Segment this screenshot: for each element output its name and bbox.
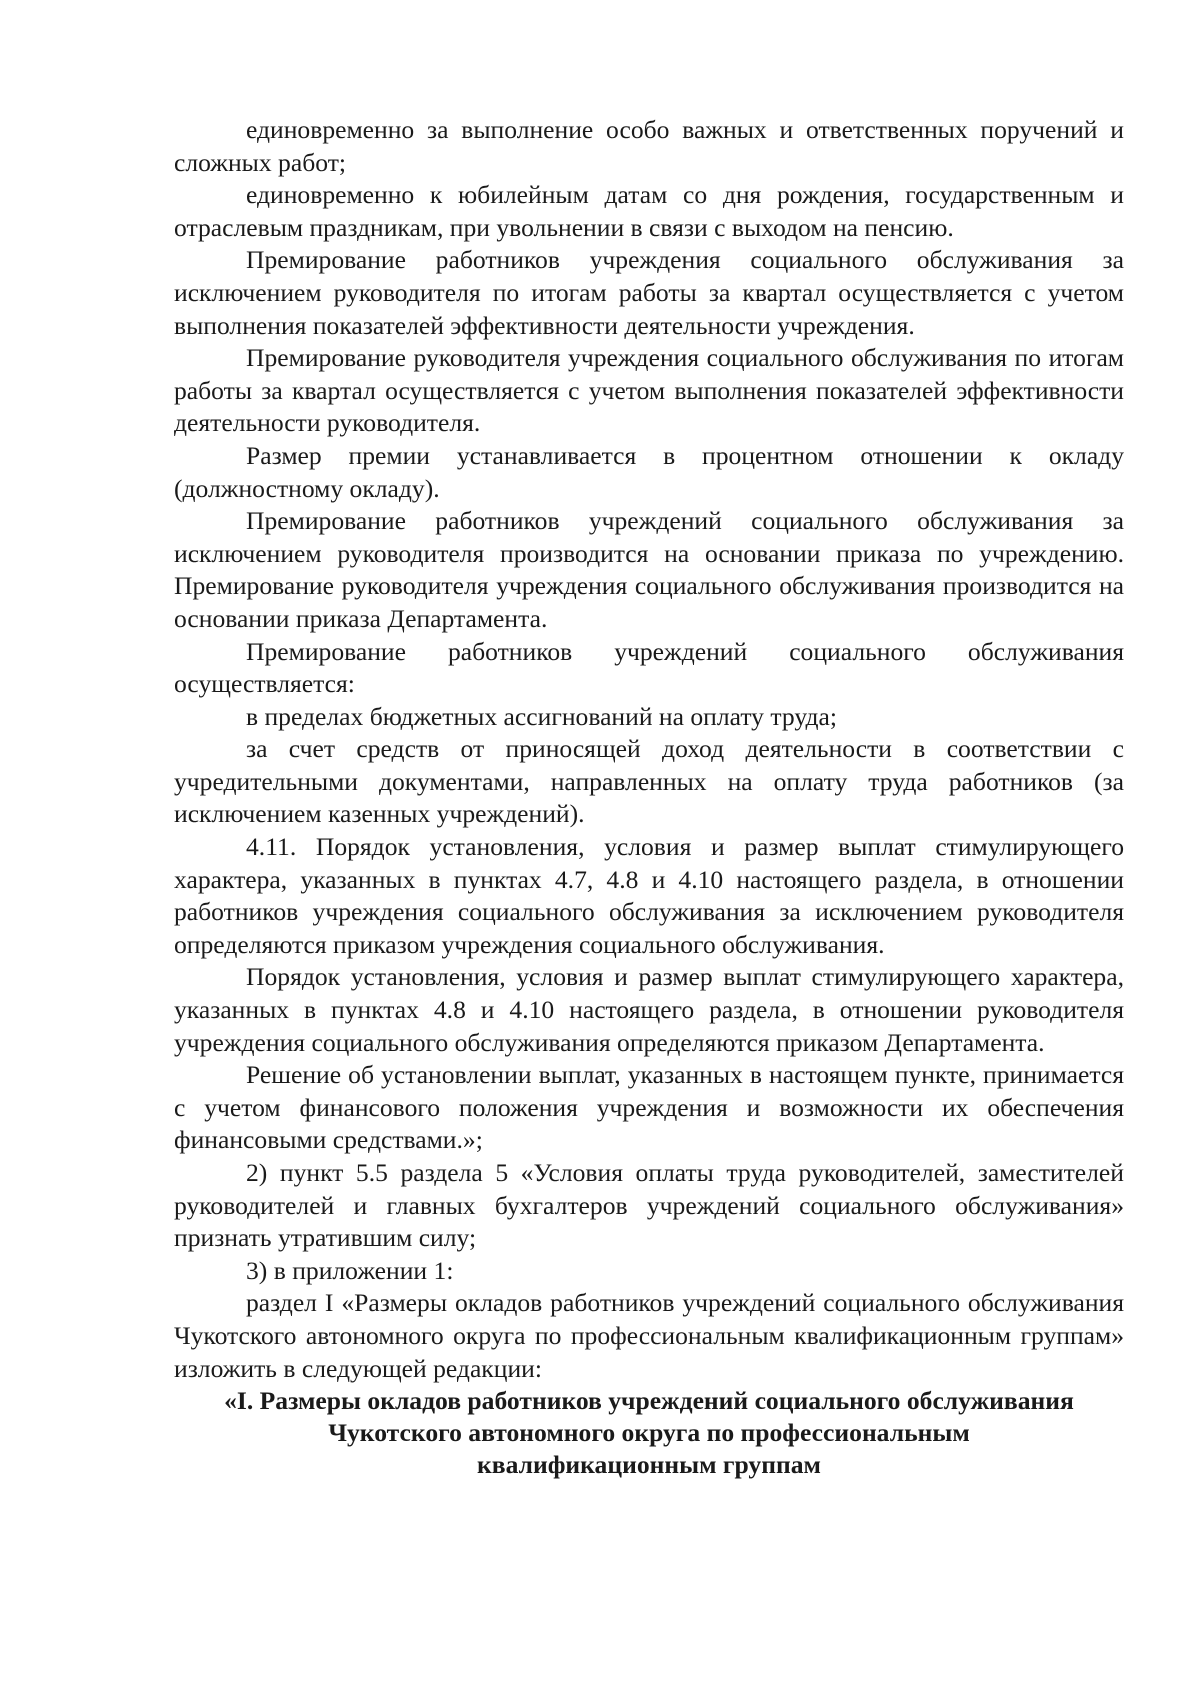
paragraph-head-incentive-order: Порядок установления, условия и размер выплат стимулирующего характера, указанных в пунктах 4.8 и 4.10 настоящего раздела, в отношении руководителя учреждения социального обслуживания определяются приказом Департамента. xyxy=(174,962,1124,1057)
paragraph-bonus-important-tasks: единовременно за выполнение особо важных и ответственных поручений и сложных работ; xyxy=(174,115,1124,177)
paragraph-bonus-funding-intro: Премирование работников учреждений социального обслуживания осуществляется: xyxy=(174,636,1124,699)
section-heading-line: квалификационным группам xyxy=(477,1450,821,1480)
document-text xyxy=(174,114,1124,1481)
paragraph-funding-budget: в пределах бюджетных ассигнований на оплату труда; xyxy=(246,701,838,731)
paragraph-bonus-anniversary: единовременно к юбилейным датам со дня рождения, государственным и отраслевым праздникам, при увольнении в связи с выходом на пенсию. xyxy=(174,180,1124,242)
paragraph-section-i-intro: раздел I «Размеры окладов работников учреждений социального обслуживания Чукотского автономного округа по профессиональным квалификационным группам» изложить в следующей редакции: xyxy=(174,1288,1124,1383)
paragraph-bonus-head-quarter: Премирование руководителя учреждения социального обслуживания по итогам работы за квартал осуществляется с учетом выполнения показателей эффективности деятельности руководителя. xyxy=(174,343,1124,438)
paragraph-bonus-size: Размер премии устанавливается в процентном отношении к окладу (должностному окладу). xyxy=(174,440,1124,503)
section-heading-line: «I. Размеры окладов работников учреждений социального обслуживания xyxy=(224,1386,1074,1416)
paragraph-item-2: 2) пункт 5.5 раздела 5 «Условия оплаты труда руководителей, заместителей руководителей и главных бухгалтеров учреждений социального обслуживания» признать утратившим силу; xyxy=(174,1158,1124,1253)
paragraph-funding-income: за счет средств от приносящей доход деятельности в соответствии с учредительными документами, направленных на оплату труда работников (за исключением казенных учреждений). xyxy=(174,734,1124,829)
section-heading xyxy=(174,1385,1124,1481)
paragraph-bonus-order-basis: Премирование работников учреждений социального обслуживания за исключением руководителя производится на основании приказа по учреждению. Премирование руководителя учреждения социального обслуживания производится на основании приказа Департамента. xyxy=(174,506,1124,633)
paragraph-clause-4-11: 4.11. Порядок установления, условия и размер выплат стимулирующего характера, указанных в пунктах 4.7, 4.8 и 4.10 настоящего раздела, в отношении работников учреждения социального обслуживания за исключением руководителя определяются приказом учреждения социального обслуживания. xyxy=(174,832,1124,959)
paragraph-item-3: 3) в приложении 1: xyxy=(246,1255,454,1285)
section-heading-line: Чукотского автономного округа по профессиональным xyxy=(328,1418,970,1448)
paragraph-decision-financial: Решение об установлении выплат, указанных в настоящем пункте, принимается с учетом финансового положения учреждения и возможности их обеспечения финансовыми средствами.»; xyxy=(174,1060,1124,1155)
paragraph-bonus-employees-quarter: Премирование работников учреждения социального обслуживания за исключением руководителя по итогам работы за квартал осуществляется с учетом выполнения показателей эффективности деятельности учреждения. xyxy=(174,245,1124,340)
